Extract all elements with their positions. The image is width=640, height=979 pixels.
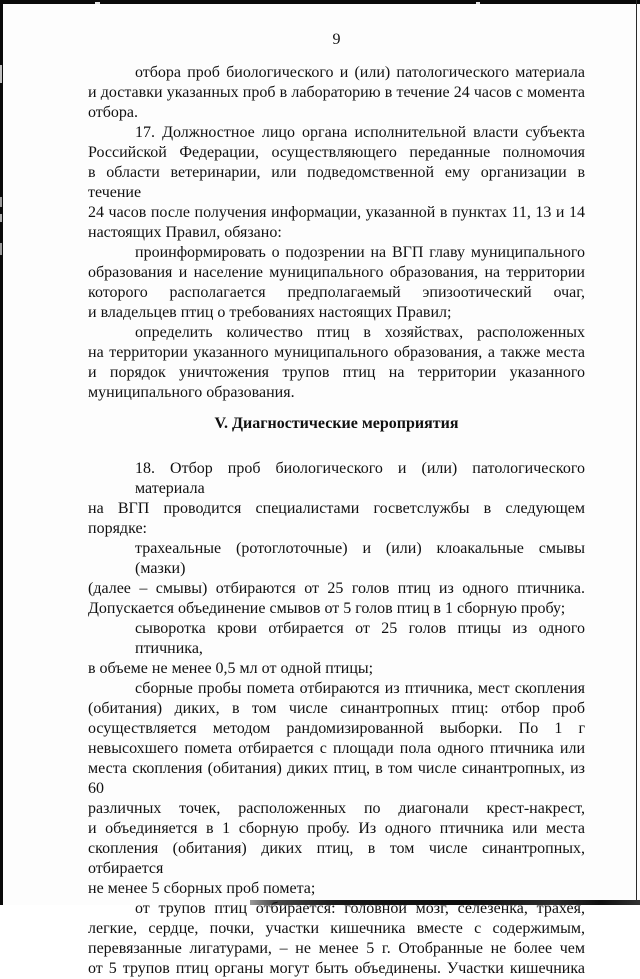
text-line: от 5 трупов птиц органы могут быть объединены. Участки кишечника	[88, 960, 585, 977]
text-line: муниципального образования.	[88, 384, 295, 401]
text-line: от трупов птиц отбирается: головной мозг, селезенка, трахея,	[135, 900, 585, 917]
scan-edge-right	[636, 0, 637, 905]
text-line: перевязанные лигатурами, – не менее 5 г. Отобранные не более чем	[88, 940, 585, 957]
text-line: 18. Отбор проб биологического и (или) патологического материала	[135, 460, 585, 497]
text-line: (обитания) диких, в том числе синантропных птиц: отбор проб	[88, 700, 585, 717]
text-line: Допускается объединение смывов от 5 голов птиц в 1 сборную пробу;	[88, 600, 566, 617]
scan-speck	[0, 243, 2, 255]
text-line: невысохшего помета отбирается с площади пола одного птичника или	[88, 740, 585, 757]
text-line: образования и население муниципального образования, на территории	[88, 264, 585, 281]
text-line: и владельцев птиц о требованиях настоящих Правил;	[88, 304, 452, 321]
text-line: скопления (обитания) диких птиц, в том числе синантропных, отбирается	[88, 840, 585, 877]
scan-notch	[476, 2, 480, 4]
text-line: различных точек, расположенных по диагонали крест-накрест,	[88, 800, 585, 817]
text-line: в области ветеринарии, или подведомственной ему организации в течение	[88, 164, 585, 201]
text-line: 17. Должностное лицо органа исполнительной власти субъекта	[135, 124, 585, 141]
scan-speck	[0, 214, 2, 222]
text-line: определить количество птиц в хозяйствах, расположенных	[135, 324, 585, 341]
scan-edge-left	[0, 0, 3, 905]
text-line: осуществляется методом рандомизированной выборки. По 1 г	[88, 720, 585, 737]
text-line: (далее – смывы) отбираются от 25 голов птиц из одного птичника.	[88, 580, 585, 597]
text-line: отбора проб биологического и (или) патологического материала	[135, 64, 585, 81]
text-line: на ВГП проводится специалистами госветслужбы в следующем порядке:	[88, 500, 585, 537]
text-line: и доставки указанных проб в лабораторию в течение 24 часов с момента	[88, 84, 585, 101]
text-line: 24 часов после получения информации, указанной в пунктах 11, 13 и 14	[88, 204, 585, 221]
text-line: на территории указанного муниципального образования, а также места	[88, 344, 585, 361]
text-line: настоящих Правил, обязано:	[88, 224, 282, 241]
text-line: и объединяется в 1 сборную пробу. Из одного птичника или места	[88, 820, 585, 837]
text-line: трахеальные (ротоглоточные) и (или) клоакальные смывы (мазки)	[135, 540, 585, 577]
text-line: которого располагается предполагаемый эпизоотический очаг,	[88, 284, 585, 301]
text-line: и порядок уничтожения трупов птиц на территории указанного	[88, 364, 585, 381]
scan-speck	[0, 197, 2, 207]
text-line: в объеме не менее 0,5 мл от одной птицы;	[88, 660, 374, 677]
text-line: проинформировать о подозрении на ВГП главу муниципального	[135, 244, 585, 261]
text-line: легкие, сердце, почки, участки кишечника вместе с содержимым,	[88, 920, 585, 937]
text-line: Российской Федерации, осуществляющего переданные полномочия	[88, 144, 585, 161]
scan-edge-top	[0, 0, 640, 4]
text-line: не менее 5 сборных проб помета;	[88, 880, 316, 897]
text-line: сыворотка крови отбирается от 25 голов птицы из одного птичника,	[135, 620, 585, 657]
text-line: отбора.	[88, 104, 139, 121]
section-heading: V. Диагностические мероприятия	[214, 415, 459, 432]
scan-speck	[0, 65, 2, 83]
text-line: места скопления (обитания) диких птиц, в том числе синантропных, из 60	[88, 760, 585, 797]
text-line: сборные пробы помета отбираются из птичника, мест скопления	[135, 680, 585, 697]
document-body	[88, 63, 585, 979]
page-number: 9	[332, 31, 341, 48]
scan-notch	[95, 2, 100, 4]
